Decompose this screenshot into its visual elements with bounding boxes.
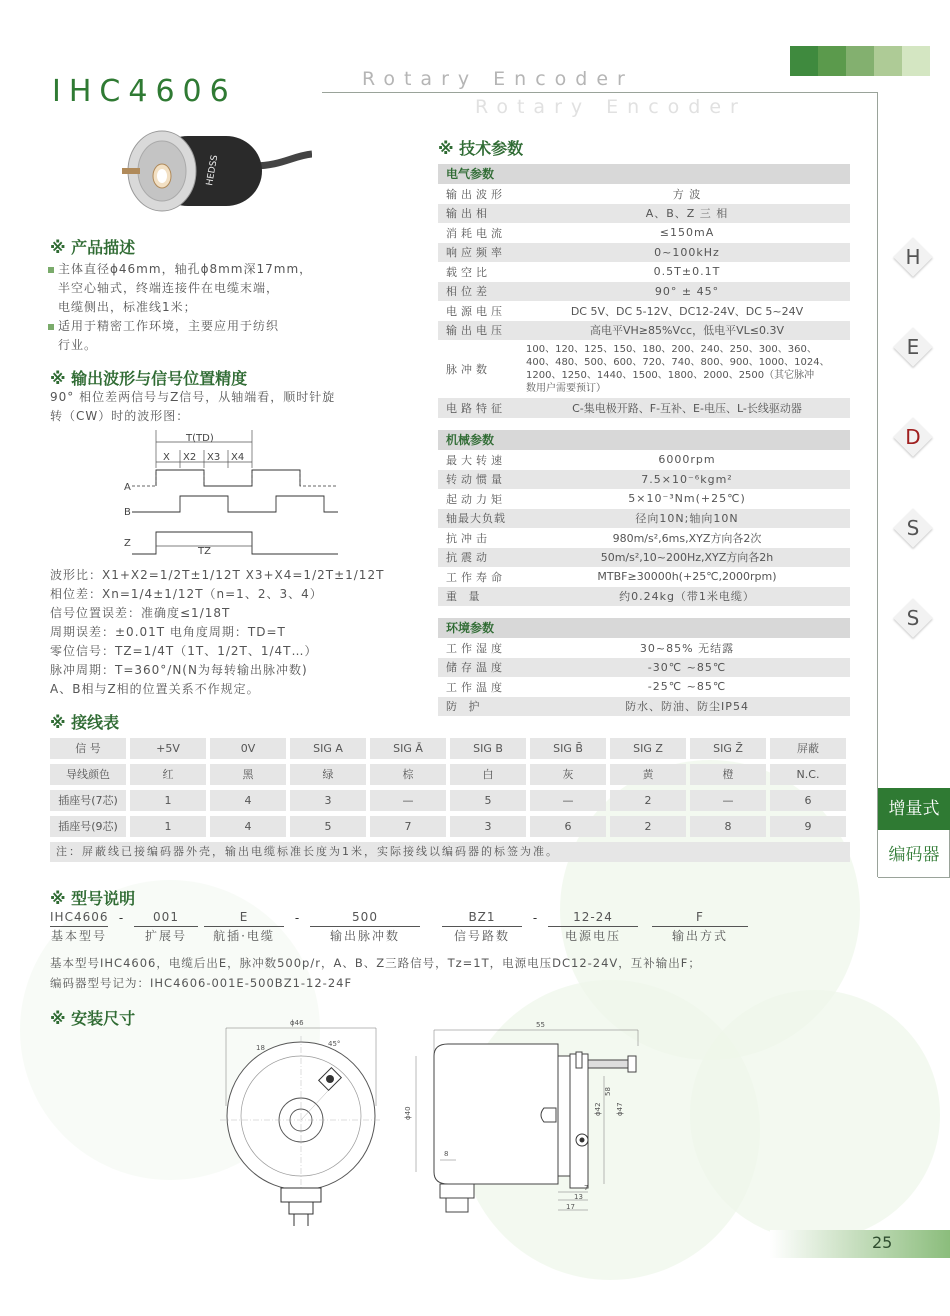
table-row xyxy=(50,790,850,811)
swatch xyxy=(818,46,846,76)
model-example-2: 编码器型号记为：IHC4606-001E-500BZ1-12-24F xyxy=(50,976,353,990)
side-letter-d-active: D xyxy=(893,417,933,457)
table-cell: SIG Z xyxy=(610,738,686,759)
spec-row: 工作寿命 MTBF≥30000h(+25℃,2000rpm) xyxy=(446,570,777,584)
table-cell: 红 xyxy=(130,764,206,785)
header-divider xyxy=(322,92,878,93)
table-cell: 1 xyxy=(130,816,206,837)
dim-label: ϕ47 xyxy=(616,1102,624,1116)
spec-row: 最大转速 6000rpm xyxy=(446,453,716,467)
bullet-icon xyxy=(48,324,54,330)
model-part: 001 扩展号 xyxy=(134,910,198,945)
table-cell: 9 xyxy=(770,816,846,837)
table-cell: 插座号(7芯) xyxy=(50,790,126,811)
table-cell: 橙 xyxy=(690,764,766,785)
spec-row: 电源电压 DC 5V、DC 5-12V、DC12-24V、DC 5~24V xyxy=(446,304,804,318)
table-cell: 3 xyxy=(290,790,366,811)
dash: - xyxy=(294,911,300,925)
dim-label: ϕ42 xyxy=(594,1102,602,1116)
page-number: 25 xyxy=(872,1233,893,1252)
model-part: F 输出方式 xyxy=(652,910,748,945)
table-cell: SIG Ā xyxy=(370,738,446,759)
subtitle-ghost: Rotary Encoder xyxy=(475,96,747,118)
bullet-icon xyxy=(48,267,54,273)
side-letter-s: S xyxy=(893,508,933,548)
waveform-notes xyxy=(50,566,384,699)
table-cell: 6 xyxy=(770,790,846,811)
waveform-note: 波形比：X1+X2=1/2T±1/12T X3+X4=1/2T±1/12T xyxy=(50,568,385,582)
waveform-note: 周期误差：±0.01T 电角度周期：TD=T xyxy=(50,625,286,639)
wiring-title: ※ 接线表 xyxy=(50,713,120,732)
footer-bar xyxy=(770,1230,950,1258)
table-cell: 7 xyxy=(370,816,446,837)
model-example-1: 基本型号IHC4606，电缆后出E，脉冲数500p/r，A、B、Z三路信号，Tz=1T，电源电压DC12-24V，互补输出F； xyxy=(50,956,701,970)
description-line: 电缆侧出，标准线1米； xyxy=(58,300,197,314)
side-letter-h: H xyxy=(893,237,933,277)
electrical-specs xyxy=(438,164,850,418)
swatch xyxy=(790,46,818,76)
specs-title: ※ 技术参数 xyxy=(438,139,524,158)
table-cell: 黄 xyxy=(610,764,686,785)
table-cell: 4 xyxy=(210,816,286,837)
waveform-note: A、B相与Z相的位置关系不作规定。 xyxy=(50,682,260,696)
dim-label: ϕ46 xyxy=(290,1019,304,1027)
tz-label: TZ xyxy=(198,546,211,557)
table-cell: +5V xyxy=(130,738,206,759)
table-cell: 屏蔽 xyxy=(770,738,846,759)
model-part: IHC4606 基本型号 xyxy=(50,910,109,943)
dash: - xyxy=(532,911,538,925)
table-cell: — xyxy=(530,790,606,811)
table-cell: SIG Z̄ xyxy=(690,738,766,759)
x-label: X xyxy=(163,452,170,463)
spec-row: 储存温度 -30℃ ~85℃ xyxy=(438,658,850,678)
table-cell: 3 xyxy=(450,816,526,837)
environment-heading: 环境参数 xyxy=(438,618,850,638)
x-label: X2 xyxy=(183,452,197,463)
mechanical-specs xyxy=(438,430,850,606)
model-part: BZ1 信号路数 xyxy=(442,910,522,945)
spec-row: 输出相 A、B、Z 三 相 xyxy=(438,204,850,224)
wiring-note: 注：屏蔽线已接编码器外壳，输出电缆标准长度为1米，实际接线以编码器的标签为准。 xyxy=(50,842,850,862)
model-part: 500 输出脉冲数 xyxy=(310,910,420,945)
dim-label: 58 xyxy=(604,1087,612,1096)
product-image xyxy=(112,116,312,216)
swatch xyxy=(902,46,930,76)
table-cell: 1 xyxy=(130,790,206,811)
table-row xyxy=(50,764,850,785)
table-cell: 黑 xyxy=(210,764,286,785)
model-code-row xyxy=(50,910,754,945)
dim-label: 45° xyxy=(328,1040,341,1048)
table-cell: 6 xyxy=(530,816,606,837)
spec-row: 防 护 防水、防油、防尘IP54 xyxy=(438,697,850,717)
pulse-line: 100、120、125、150、180、200、240、250、300、360、 xyxy=(526,344,817,355)
x-label: X3 xyxy=(207,452,221,463)
table-cell: 导线颜色 xyxy=(50,764,126,785)
waveform-intro-line: 转（CW）时的波形图： xyxy=(50,409,190,423)
pulse-line: 1200、1250、1440、1500、1800、2000、2500（其它脉冲 xyxy=(526,370,815,381)
spec-row: 工作湿度 30~85% 无结露 xyxy=(446,641,735,655)
category-tag-encoder: 编码器 xyxy=(888,845,940,865)
table-cell: N.C. xyxy=(770,764,846,785)
table-cell: 0V xyxy=(210,738,286,759)
description-line: 主体直径ϕ46mm，轴孔ϕ8mm深17mm， xyxy=(48,260,312,279)
color-swatches xyxy=(790,46,930,76)
dim-label: 8 xyxy=(444,1150,449,1158)
dim-label: 55 xyxy=(536,1021,545,1029)
table-cell: — xyxy=(370,790,446,811)
spec-row: 响应频率 0~100kHz xyxy=(438,243,850,263)
subtitle-rotary-encoder: Rotary Encoder xyxy=(362,68,634,90)
table-cell: SIG B̄ xyxy=(530,738,606,759)
spec-row: 输出电压 高电平VH≥85%Vcc，低电平VL≤0.3V xyxy=(438,321,850,341)
table-cell: 2 xyxy=(610,816,686,837)
table-cell: 白 xyxy=(450,764,526,785)
dimensions-title: ※ 安装尺寸 xyxy=(50,1009,136,1028)
waveform-intro-line: 90° 相位差两信号与Z信号，从轴端看，顺时针旋 xyxy=(50,390,336,404)
side-letter-e: E xyxy=(893,327,933,367)
front-view-drawing xyxy=(218,1016,388,1240)
table-cell: — xyxy=(690,790,766,811)
spec-row: 抗震动 50m/s²,10~200Hz,XYZ方向各2h xyxy=(438,548,850,568)
spec-row: 轴最大负载 径向10N;轴向10N xyxy=(438,509,850,529)
waveform-note: 信号位置误差：准确度≤1/18T xyxy=(50,606,231,620)
table-cell: 棕 xyxy=(370,764,446,785)
description-line: 半空心轴式，终端连接件在电缆末端， xyxy=(58,281,280,295)
model-part: E 航插·电缆 xyxy=(204,910,284,945)
spec-row-pulse: 脉冲数 100、120、125、150、180、200、240、250、300、360、 400、480、500、600、720、740、800、900、1000、1024、 1200、1250、1440、1500、1800、2000、2500（其它脉冲 数用户需要预订） xyxy=(438,340,850,398)
dim-label: 17 xyxy=(566,1203,575,1211)
dim-label: 13 xyxy=(574,1193,583,1201)
product-brand: HEDSS xyxy=(205,154,221,187)
right-divider xyxy=(877,92,878,877)
mechanical-heading: 机械参数 xyxy=(438,430,850,450)
channel-label-z: Z xyxy=(124,538,131,549)
table-cell: 绿 xyxy=(290,764,366,785)
waveform-note: 相位差：Xn=1/4±1/12T（n=1、2、3、4） xyxy=(50,587,323,601)
spec-row: 起动力矩 5×10⁻³Nm(+25℃) xyxy=(446,492,746,506)
table-cell: 插座号(9芯) xyxy=(50,816,126,837)
x-label: X4 xyxy=(231,452,245,463)
dash: - xyxy=(118,911,124,925)
spec-row: 输出波形 方 波 xyxy=(446,187,702,201)
category-tag-incremental: 增量式 xyxy=(878,788,950,830)
spec-row: 转动惯量 7.5×10⁻⁶kgm² xyxy=(438,470,850,490)
table-row xyxy=(50,816,850,837)
waveform-diagram xyxy=(118,428,358,567)
spec-row: 相位差 90° ± 45° xyxy=(438,282,850,302)
table-cell: 2 xyxy=(610,790,686,811)
description-title: ※ 产品描述 xyxy=(50,238,136,257)
waveform-note: 零位信号：TZ=1/4T（1T、1/2T、1/4T…） xyxy=(50,644,318,658)
channel-label-b: B xyxy=(124,507,131,518)
swatch xyxy=(846,46,874,76)
waveform-intro xyxy=(50,388,335,426)
wiring-table xyxy=(50,738,850,862)
channel-label-a: A xyxy=(124,482,131,493)
description-line: 适用于精密工作环境，主要应用于纺织 xyxy=(48,317,312,336)
table-cell: 5 xyxy=(290,816,366,837)
dim-label: ϕ40 xyxy=(404,1106,412,1120)
description-line: 行业。 xyxy=(58,338,98,352)
waveform-note: 脉冲周期：T=360°/N(N为每转输出脉冲数) xyxy=(50,663,308,677)
description-body xyxy=(48,260,312,355)
dim-label: 18 xyxy=(256,1044,265,1052)
table-row xyxy=(50,738,850,759)
spec-row: 电路特征 C-集电极开路、F-互补、E-电压、L-长线驱动器 xyxy=(438,398,850,418)
model-title: IHC4606 xyxy=(52,74,237,109)
side-letter-s: S xyxy=(893,598,933,638)
spec-row: 工作温度 -25℃ ~85℃ xyxy=(446,680,727,694)
electrical-heading: 电气参数 xyxy=(438,164,850,184)
swatch xyxy=(874,46,902,76)
table-cell: 8 xyxy=(690,816,766,837)
waveform-title: ※ 输出波形与信号位置精度 xyxy=(50,369,248,388)
period-label: T(TD) xyxy=(186,433,214,444)
table-cell: 灰 xyxy=(530,764,606,785)
spec-row: 抗冲击 980m/s²,6ms,XYZ方向各2次 xyxy=(446,531,762,545)
pulse-line: 数用户需要预订） xyxy=(526,383,606,394)
pulse-line: 400、480、500、600、720、740、800、900、1000、1024、 xyxy=(526,357,830,368)
side-view-drawing xyxy=(400,1016,680,1230)
table-cell: 信 号 xyxy=(50,738,126,759)
spec-row: 消耗电流 ≤150mA xyxy=(446,226,715,240)
table-cell: SIG B xyxy=(450,738,526,759)
model-code-title: ※ 型号说明 xyxy=(50,889,136,908)
spec-row: 载空比 0.5T±0.1T xyxy=(446,265,721,279)
dim-label: 7 xyxy=(584,1184,589,1192)
model-part: 12-24 电源电压 xyxy=(548,910,638,945)
table-cell: 5 xyxy=(450,790,526,811)
spec-row: 重 量 约0.24kg（带1米电缆） xyxy=(438,587,850,607)
table-cell: 4 xyxy=(210,790,286,811)
table-cell: SIG A xyxy=(290,738,366,759)
environment-specs xyxy=(438,618,850,716)
